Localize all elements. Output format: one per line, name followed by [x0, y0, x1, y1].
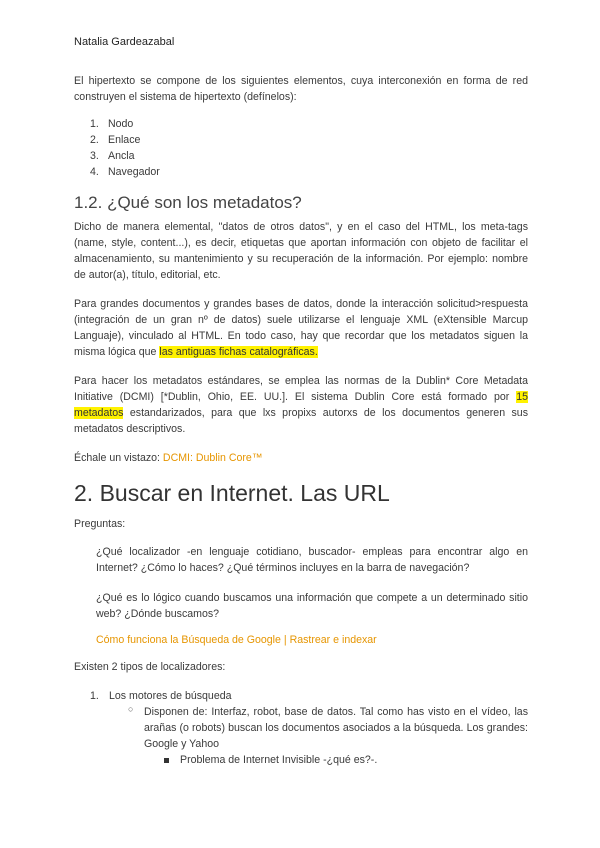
google-search-link[interactable]: Cómo funciona la Búsqueda de Google | Rastrear e indexar	[96, 634, 377, 646]
metadatos-paragraph-2: Para grandes documentos y grandes bases de datos, donde la interacción solicitud>respuesta (integración de un gran nº de datos) suele utilizarse el lenguaje XML (eXtensible Marcup Languaje), vinculado al HTML. En todo caso, hay que recordar que los metadatos siguen la misma lógica que las antiguas fichas catalográficas.	[74, 298, 528, 358]
dcmi-link[interactable]: DCMI: Dublin Core™	[162, 452, 263, 464]
highlight-15-metadatos: 15 metadatos	[74, 391, 528, 419]
hollow-bullet-icon: ○	[128, 704, 134, 714]
questions-label: Preguntas:	[74, 518, 126, 530]
sub-list-item: Disponen de: Interfaz, robot, base de datos. Tal como has visto en el vídeo, las arañas (o robots) buscan los documentos asociados a la búsqueda. Los grandes: Google y Yahoo	[144, 706, 528, 750]
types-label: Existen 2 tipos de localizadores:	[74, 661, 226, 673]
elements-list	[90, 116, 160, 180]
list-item: 1. Nodo	[90, 118, 134, 130]
intro-paragraph: El hipertexto se compone de los siguientes elementos, cuya interconexión en forma de red construyen el sistema de hipertexto (defínelos):	[74, 75, 528, 103]
list-item: 3. Ancla	[90, 150, 135, 162]
section-heading-metadatos: 1.2. ¿Qué son los metadatos?	[74, 193, 302, 212]
metadatos-paragraph-1: Dicho de manera elemental, "datos de otros datos", y en el caso del HTML, los meta-tags (name, style, content...), es decir, etiquetas que aportan información con objeto de facilitar el almacenamiento, su mantenimiento y su recuperación de la información. Por ejemplo: nombre de autor(a), título, editorial, etc.	[74, 221, 528, 281]
question-1: ¿Qué localizador -en lenguaje cotidiano, buscador- empleas para encontrar algo en Internet? ¿Cómo lo haces? ¿Qué términos incluyes en la barra de navegación?	[96, 546, 528, 574]
list-item: 4. Navegador	[90, 166, 160, 178]
author-name: Natalia Gardeazabal	[74, 36, 175, 48]
subsub-list-item: Problema de Internet Invisible -¿qué es?-.	[180, 754, 378, 766]
section-heading-buscar: 2. Buscar en Internet. Las URL	[74, 480, 390, 506]
list-item: 2. Enlace	[90, 134, 141, 146]
highlight-fichas: las antiguas fichas catalográficas.	[159, 346, 318, 358]
question-2: ¿Qué es lo lógico cuando buscamos una información que compete a un determinado sitio web? ¿Dónde buscamos?	[96, 592, 528, 620]
google-link-line	[96, 632, 528, 648]
square-bullet-icon	[164, 758, 169, 763]
metadatos-paragraph-3: Para hacer los metadatos estándares, se emplea las normas de la Dublin* Core Metadata Initiative (DCMI) [*Dublin, Ohio, EE. UU.]. El sistema Dublin Core está formado por 15 metadatos estandarizados, para que lxs propixs autorxs de los documentos generen sus metadatos descriptivos.	[74, 375, 528, 435]
look-line: Échale un vistazo: DCMI: Dublin Core™	[74, 452, 263, 464]
list-item: 1. Los motores de búsqueda	[90, 690, 232, 702]
